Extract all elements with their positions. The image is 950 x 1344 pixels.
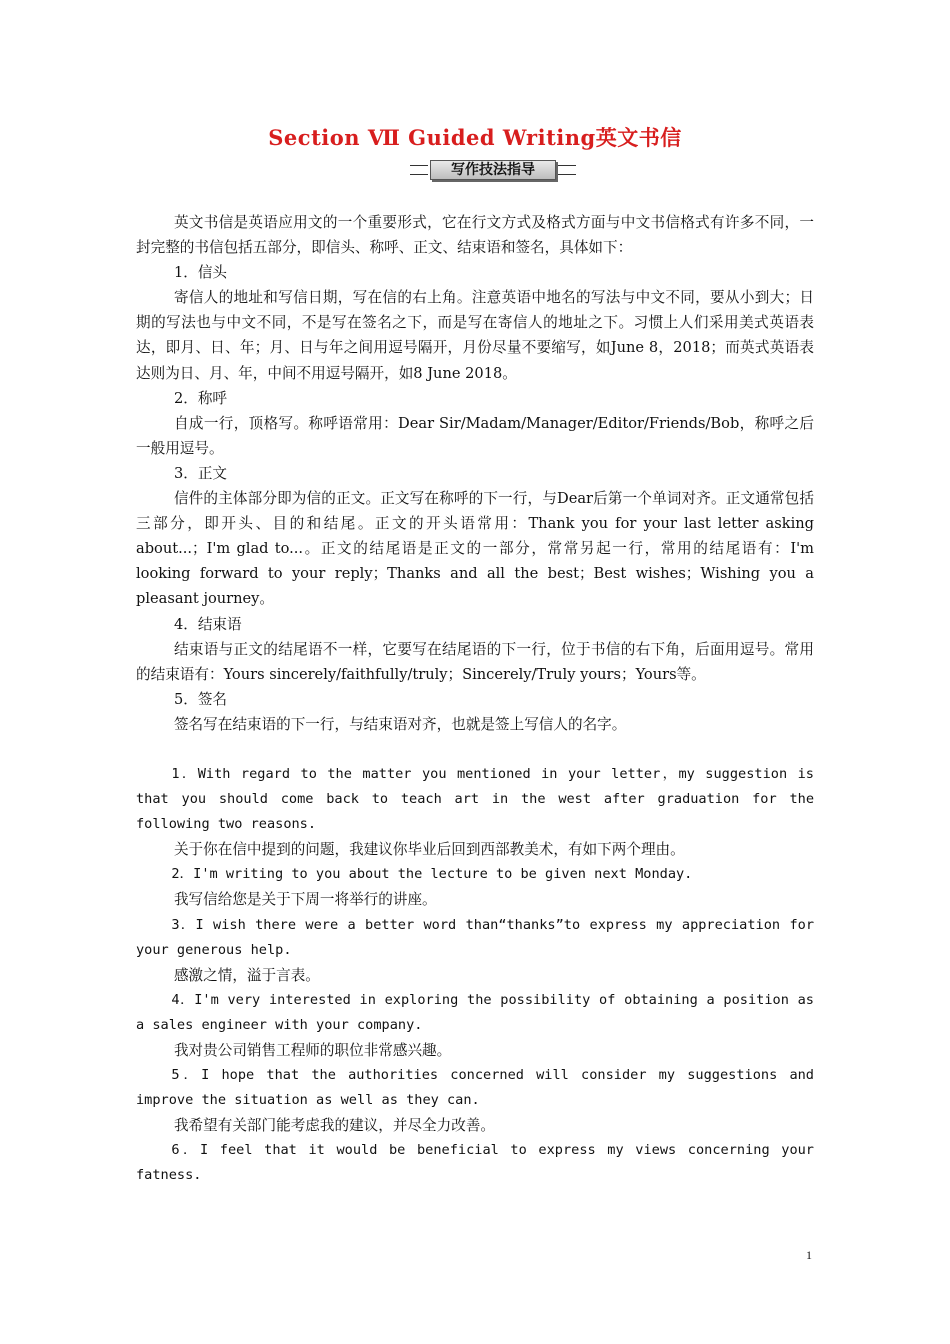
page-number: 1: [806, 1248, 812, 1262]
example-english: 5．I hope that the authorities concerned will consider my suggestions and improve the situation as well as they can.: [136, 1067, 814, 1109]
example-chinese: 我写信给您是关于下周一将举行的讲座。: [173, 891, 437, 909]
section-body: 自成一行，顶格写。称呼语常用：Dear Sir/Madam/Manager/Editor/Friends/Bob，称呼之后一般用逗号。: [136, 414, 814, 457]
section-heading: 5．签名: [173, 690, 228, 708]
section-banner: [410, 160, 576, 182]
section-body: 信件的主体部分即为信的正文。正文写在称呼的下一行，与Dear后第一个单词对齐。正文通常包括三部分，即开头、目的和结尾。正文的开头语常用：Thank you for your last letter asking about...；I'm glad to...。正文的结尾语是正文的一部分，常常另起一行，常用的结尾语有：I'm looking forward to your reply；Thanks and all the best；Best wishes；Wishing you a pleasant journey。: [136, 490, 814, 608]
document-body: [136, 210, 814, 1189]
example-chinese: 我对贵公司销售工程师的职位非常感兴趣。: [173, 1042, 452, 1059]
banner-label: 写作技法指导: [430, 160, 556, 180]
spacer: [136, 737, 814, 762]
example-chinese: 感激之情，溢于言表。: [173, 966, 320, 984]
example-chinese: 关于你在信中提到的问题，我建议你毕业后回到西部教美术，有如下两个理由。: [173, 841, 685, 859]
example-english: 6．I feel that it would be beneficial to express my views concerning your fatness.: [136, 1142, 814, 1184]
intro-paragraph: 英文书信是英语应用文的一个重要形式，它在行文方式及格式方面与中文书信格式有许多不同，一封完整的书信包括五部分，即信头、称呼、正文、结束语和签名，具体如下：: [136, 214, 814, 257]
section-heading: 4．结束语: [173, 615, 242, 633]
example-chinese: 我希望有关部门能考虑我的建议，并尽全力改善。: [173, 1117, 496, 1135]
example-english: 3．I wish there were a better word than“thanks”to express my appreciation for your generous help.: [136, 916, 814, 958]
example-english: 4．I'm very interested in exploring the possibility of obtaining a position as a sales engineer with your company.: [136, 991, 814, 1033]
banner-left-rule: [410, 165, 428, 175]
example-english: 2．I'm writing to you about the lecture to be given next Monday.: [171, 866, 693, 883]
section-heading: 1．信头: [173, 264, 228, 282]
page-title: Section Ⅶ Guided Writing英文书信: [268, 125, 682, 150]
section-body: 结束语与正文的结尾语不一样，它要写在结尾语的下一行，位于书信的右下角，后面用逗号。常用的结束语有：Yours sincerely/faithfully/truly；Sincerely/Truly yours；Yours等。: [136, 640, 814, 683]
section-body: 寄信人的地址和写信日期，写在信的右上角。注意英语中地名的写法与中文不同，要从小到大；日期的写法也与中文不同，不是写在签名之下，而是写在寄信人的地址之下。习惯上人们采用美式英语表达，即月、日、年；月、日与年之间用逗号隔开，月份尽量不要缩写，如June 8，2018；而英式英语表达则为日、月、年，中间不用逗号隔开，如8 June 2018。: [136, 289, 814, 382]
section-heading: 3．正文: [173, 464, 228, 482]
banner-right-rule: [558, 165, 576, 175]
section-body: 签名写在结束语的下一行，与结束语对齐，也就是签上写信人的名字。: [173, 715, 627, 733]
example-english: 1．With regard to the matter you mentioned in your letter，my suggestion is that you should come back to teach art in the west after graduation for the following two reasons.: [136, 765, 814, 833]
section-heading: 2．称呼: [173, 389, 228, 407]
